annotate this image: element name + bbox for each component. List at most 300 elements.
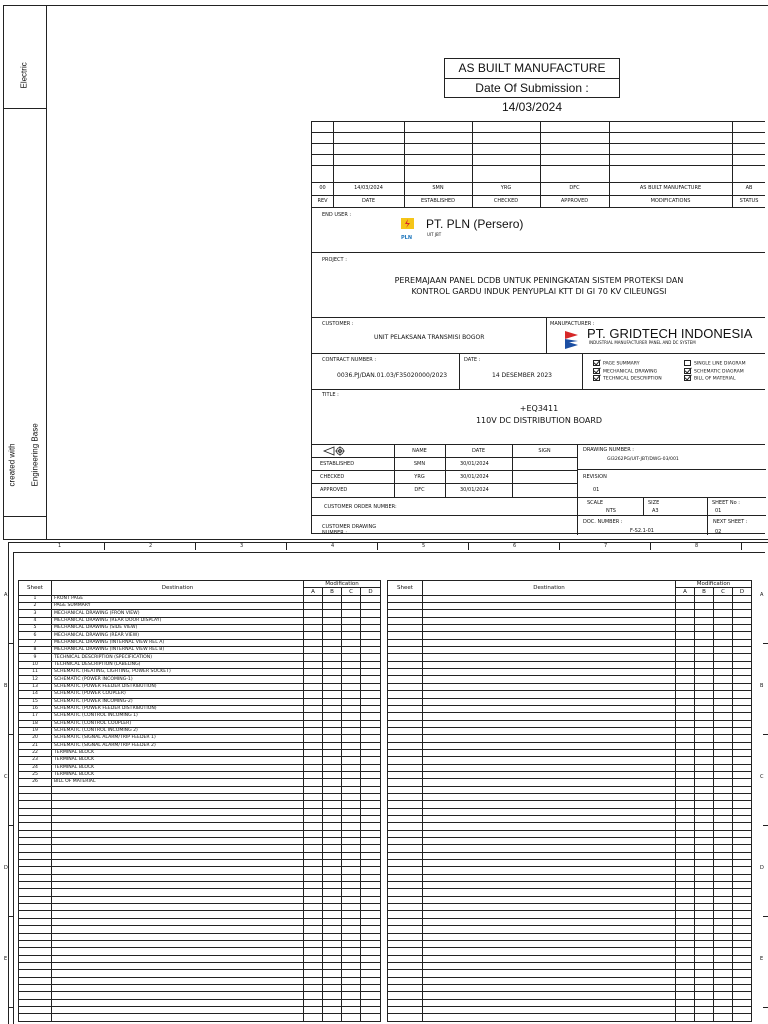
modification-cell xyxy=(304,727,323,734)
modification-cell xyxy=(361,779,381,786)
modification-cell xyxy=(361,632,381,639)
modification-cell xyxy=(676,808,695,815)
table-row xyxy=(19,793,381,800)
destination-cell xyxy=(52,793,304,800)
modification-cell xyxy=(733,896,752,903)
sheet-cell xyxy=(388,639,423,646)
sheet-cell xyxy=(388,955,423,962)
modification-cell xyxy=(695,705,714,712)
date-label: DATE xyxy=(361,198,375,204)
modification-cell xyxy=(695,683,714,690)
destination-cell: MECHANICAL DRAWING (INTERNAL VIEW REL B) xyxy=(52,647,304,654)
sheet-cell xyxy=(388,691,423,698)
sheet-cell xyxy=(19,823,52,830)
table-row xyxy=(19,962,381,969)
row-letter: A xyxy=(760,592,764,598)
modification-cell xyxy=(695,661,714,668)
modification-cell xyxy=(323,808,342,815)
modification-cell xyxy=(304,713,323,720)
doc-checklist-right xyxy=(684,360,746,382)
modification-cell xyxy=(733,610,752,617)
table-row xyxy=(19,933,381,940)
modification-cell xyxy=(304,1006,323,1013)
table-row xyxy=(19,808,381,815)
table-row xyxy=(19,713,381,720)
modification-cell xyxy=(695,911,714,918)
drawing-number-label: DRAWING NUMBER : xyxy=(583,447,634,453)
revision-label: REVISION xyxy=(583,474,607,480)
modification-cell xyxy=(304,603,323,610)
checked-label: CHECKED xyxy=(493,198,519,204)
table-row xyxy=(388,786,752,793)
modification-cell xyxy=(342,808,361,815)
modification-cell xyxy=(361,852,381,859)
doc-number-value: F-S2.1-01 xyxy=(630,528,654,534)
modification-cell xyxy=(323,830,342,837)
table-row xyxy=(19,639,381,646)
modification-cell xyxy=(733,977,752,984)
table-row xyxy=(19,771,381,778)
modification-cell xyxy=(714,771,733,778)
destination-cell xyxy=(423,838,676,845)
modification-cell xyxy=(342,896,361,903)
sheet-cell xyxy=(388,882,423,889)
table-row xyxy=(19,867,381,874)
modification-cell xyxy=(733,933,752,940)
sheet-cell xyxy=(19,896,52,903)
modification-cell xyxy=(342,823,361,830)
modification-cell xyxy=(733,654,752,661)
modification-cell xyxy=(361,603,381,610)
modification-cell xyxy=(361,727,381,734)
modification-cell xyxy=(676,852,695,859)
mod-a-header: A xyxy=(676,588,695,595)
modification-cell xyxy=(323,926,342,933)
table-row xyxy=(388,955,752,962)
modification-cell xyxy=(361,970,381,977)
table-row xyxy=(19,845,381,852)
modification-cell xyxy=(733,992,752,999)
destination-cell xyxy=(52,896,304,903)
table-row xyxy=(388,771,752,778)
destination-cell: BILL OF MATERIAL xyxy=(52,779,304,786)
destination-cell xyxy=(423,918,676,925)
table-row xyxy=(388,705,752,712)
modification-cell xyxy=(304,705,323,712)
sheet-cell xyxy=(388,610,423,617)
table-row xyxy=(388,845,752,852)
modification-cell xyxy=(714,727,733,734)
modification-cell xyxy=(676,793,695,800)
modification-cell xyxy=(304,926,323,933)
destination-cell xyxy=(52,948,304,955)
modification-cell xyxy=(342,669,361,676)
sheet-cell xyxy=(19,977,52,984)
destination-cell: MECHANICAL DRAWING (INTERNAL VIEW REL A) xyxy=(52,639,304,646)
table-row xyxy=(388,867,752,874)
destination-cell xyxy=(423,691,676,698)
modification-cell xyxy=(342,771,361,778)
modification-cell xyxy=(714,970,733,977)
modification-cell xyxy=(695,999,714,1006)
modification-cell xyxy=(323,970,342,977)
table-row xyxy=(388,904,752,911)
modification-cell xyxy=(361,933,381,940)
table-row xyxy=(19,676,381,683)
modification-cell xyxy=(323,845,342,852)
modification-cell xyxy=(695,970,714,977)
table-row xyxy=(19,742,381,749)
modification-cell xyxy=(733,705,752,712)
approval-date: 30/01/2024 xyxy=(460,487,489,493)
modification-cell xyxy=(695,845,714,852)
destination-cell: SCHEMATIC (POWER COUPLER) xyxy=(52,691,304,698)
sheet-cell xyxy=(19,948,52,955)
modification-cell xyxy=(733,786,752,793)
modification-cell xyxy=(342,948,361,955)
destination-cell xyxy=(52,874,304,881)
modification-cell xyxy=(676,669,695,676)
sheet-cell xyxy=(388,698,423,705)
modification-cell xyxy=(714,896,733,903)
destination-cell: SCHEMATIC (POWER INCOMING-1) xyxy=(52,676,304,683)
modification-cell xyxy=(304,595,323,602)
modification-cell xyxy=(323,786,342,793)
modification-cell xyxy=(676,632,695,639)
modification-cell xyxy=(714,654,733,661)
modification-cell xyxy=(342,617,361,624)
mod-b-header: B xyxy=(695,588,714,595)
project-line-1: PEREMAJAAN PANEL DCDB UNTUK PENINGKATAN SISTEM PROTEKSI DAN xyxy=(394,276,684,285)
sheet-label: SHEET No : xyxy=(712,500,740,506)
modification-cell xyxy=(342,625,361,632)
destination-cell xyxy=(423,654,676,661)
modification-cell xyxy=(695,757,714,764)
modification-cell xyxy=(676,639,695,646)
table-row xyxy=(19,705,381,712)
table-row xyxy=(388,970,752,977)
modification-cell xyxy=(342,786,361,793)
modification-cell xyxy=(342,713,361,720)
modification-cell xyxy=(323,911,342,918)
sheet-cell xyxy=(388,904,423,911)
table-row xyxy=(388,926,752,933)
modification-cell xyxy=(733,669,752,676)
table-row xyxy=(19,757,381,764)
sheet-cell xyxy=(388,779,423,786)
modification-cell xyxy=(323,940,342,947)
row-tick xyxy=(763,825,768,826)
modification-cell xyxy=(342,962,361,969)
table-row xyxy=(388,933,752,940)
modification-cell xyxy=(323,749,342,756)
row-tick xyxy=(8,916,13,917)
modification-cell xyxy=(323,962,342,969)
modification-cell xyxy=(733,639,752,646)
modification-cell xyxy=(676,720,695,727)
table-row xyxy=(19,727,381,734)
modification-cell xyxy=(323,676,342,683)
modification-cell xyxy=(361,962,381,969)
table-row xyxy=(19,669,381,676)
modification-cell xyxy=(342,661,361,668)
modification-cell xyxy=(714,830,733,837)
modification-cell xyxy=(304,691,323,698)
sheet-cell xyxy=(388,911,423,918)
modification-cell xyxy=(676,904,695,911)
modification-cell xyxy=(733,595,752,602)
sheet-cell: 4 xyxy=(19,617,52,624)
modification-cell xyxy=(361,610,381,617)
destination-cell xyxy=(423,603,676,610)
modification-cell xyxy=(304,786,323,793)
modification-cell xyxy=(714,852,733,859)
modification-cell xyxy=(361,713,381,720)
table-row xyxy=(388,676,752,683)
sheet-cell: 11 xyxy=(19,669,52,676)
sheet-cell xyxy=(388,1006,423,1013)
modification-cell xyxy=(342,860,361,867)
destination-cell xyxy=(423,889,676,896)
modification-cell xyxy=(361,867,381,874)
table-row xyxy=(388,874,752,881)
sheet-cell xyxy=(19,918,52,925)
destination-cell xyxy=(423,940,676,947)
sheet-cell xyxy=(19,852,52,859)
modification-cell xyxy=(695,639,714,646)
approval-header-sign: SIGN xyxy=(538,448,551,454)
end-user-name: PT. PLN (Persero) xyxy=(426,217,524,231)
modification-cell xyxy=(714,610,733,617)
row-tick xyxy=(8,825,13,826)
modification-cell xyxy=(733,852,752,859)
sheet-cell: 1 xyxy=(19,595,52,602)
sheet-cell xyxy=(19,882,52,889)
sheet-cell: 2 xyxy=(19,603,52,610)
modification-cell xyxy=(342,735,361,742)
destination-cell xyxy=(423,970,676,977)
modification-cell xyxy=(695,962,714,969)
table-row xyxy=(388,889,752,896)
sheet-cell xyxy=(388,757,423,764)
modification-cell xyxy=(676,926,695,933)
table-row xyxy=(388,610,752,617)
modification-cell xyxy=(304,647,323,654)
destination-cell xyxy=(423,977,676,984)
modification-cell xyxy=(676,838,695,845)
next-sheet-value: 02 xyxy=(715,529,722,535)
sheet-cell xyxy=(388,713,423,720)
modification-cell xyxy=(733,683,752,690)
modification-cell xyxy=(342,595,361,602)
rev-established-value: SMN xyxy=(432,185,444,191)
modification-cell xyxy=(304,933,323,940)
table-row xyxy=(19,720,381,727)
modification-cell xyxy=(342,830,361,837)
modification-cell xyxy=(714,617,733,624)
modification-cell xyxy=(304,970,323,977)
modification-cell xyxy=(361,896,381,903)
page-summary-sheet xyxy=(0,542,768,1024)
modification-cell xyxy=(304,742,323,749)
modification-cell xyxy=(323,816,342,823)
table-row xyxy=(388,742,752,749)
modification-cell xyxy=(361,904,381,911)
modification-cell xyxy=(361,793,381,800)
modification-cell xyxy=(676,999,695,1006)
sheet-cell xyxy=(388,647,423,654)
destination-cell xyxy=(423,727,676,734)
modification-cell xyxy=(695,992,714,999)
modification-cell xyxy=(695,617,714,624)
modification-cell xyxy=(342,727,361,734)
modification-cell xyxy=(676,654,695,661)
modification-cell xyxy=(733,735,752,742)
modification-cell xyxy=(361,889,381,896)
modification-cell xyxy=(304,860,323,867)
table-row xyxy=(388,852,752,859)
checkbox-technical-description[interactable] xyxy=(593,375,600,381)
modification-cell xyxy=(304,838,323,845)
modification-cell xyxy=(714,955,733,962)
modification-cell xyxy=(695,889,714,896)
modification-cell xyxy=(676,691,695,698)
modification-cell xyxy=(733,713,752,720)
modification-cell xyxy=(733,955,752,962)
sheet-cell xyxy=(388,816,423,823)
destination-cell xyxy=(52,816,304,823)
modification-cell xyxy=(733,911,752,918)
rev-value: 00 xyxy=(319,185,326,191)
sheet-cell xyxy=(388,962,423,969)
table-row xyxy=(19,955,381,962)
modification-cell xyxy=(695,933,714,940)
destination-cell xyxy=(423,867,676,874)
table-row xyxy=(388,617,752,624)
table-row xyxy=(19,661,381,668)
modification-cell xyxy=(733,771,752,778)
modification-cell xyxy=(733,720,752,727)
sheet-cell xyxy=(19,838,52,845)
modification-cell xyxy=(323,683,342,690)
modification-cell xyxy=(733,727,752,734)
modification-cell xyxy=(323,647,342,654)
destination-cell xyxy=(52,918,304,925)
table-row xyxy=(19,999,381,1006)
row-tick xyxy=(763,643,768,644)
modification-cell xyxy=(695,698,714,705)
modification-cell xyxy=(714,904,733,911)
destination-cell: MECHANICAL DRAWING (REAR DOOR DISPLAY) xyxy=(52,617,304,624)
modification-cell xyxy=(733,749,752,756)
modification-cell xyxy=(733,984,752,991)
table-row xyxy=(19,918,381,925)
sheet-cell xyxy=(19,1006,52,1013)
modification-cell xyxy=(733,926,752,933)
modification-cell xyxy=(323,735,342,742)
modification-cell xyxy=(733,860,752,867)
modification-cell xyxy=(304,610,323,617)
modification-cell xyxy=(714,595,733,602)
modification-cell xyxy=(714,808,733,815)
modification-cell xyxy=(714,940,733,947)
modification-cell xyxy=(714,984,733,991)
sheet-cell xyxy=(388,793,423,800)
sheet-cell xyxy=(19,933,52,940)
modification-cell xyxy=(323,918,342,925)
sheet-cell: 22 xyxy=(19,749,52,756)
side-label-engineering-base: Engineering Base xyxy=(30,423,40,487)
rev-status-value: AB xyxy=(745,185,753,191)
sheet-cell xyxy=(388,595,423,602)
modification-cell xyxy=(733,918,752,925)
destination-cell xyxy=(423,639,676,646)
sheet-cell xyxy=(388,1014,423,1021)
table-row xyxy=(19,749,381,756)
modification-cell xyxy=(733,962,752,969)
row-tick xyxy=(763,1007,768,1008)
modification-cell xyxy=(323,610,342,617)
destination-cell xyxy=(423,948,676,955)
modification-cell xyxy=(361,992,381,999)
checkbox-bill-of-material[interactable] xyxy=(684,375,691,381)
table-row xyxy=(388,896,752,903)
sheet-cell xyxy=(19,926,52,933)
modification-cell xyxy=(323,823,342,830)
mod-d-header: D xyxy=(733,588,752,595)
destination-cell xyxy=(52,926,304,933)
sheet-cell: 23 xyxy=(19,757,52,764)
sheet-cell: 10 xyxy=(19,661,52,668)
table-row xyxy=(388,764,752,771)
table-row xyxy=(388,749,752,756)
modification-cell xyxy=(695,940,714,947)
modification-cell xyxy=(323,955,342,962)
modification-cell xyxy=(342,918,361,925)
modification-cell xyxy=(323,603,342,610)
destination-cell: MECHANICAL DRAWING (REAR VIEW) xyxy=(52,632,304,639)
modification-cell xyxy=(714,845,733,852)
destination-cell xyxy=(423,816,676,823)
column-number: 1 xyxy=(58,543,62,549)
destination-cell xyxy=(423,713,676,720)
destination-cell xyxy=(423,992,676,999)
table-row xyxy=(19,911,381,918)
modification-cell xyxy=(323,874,342,881)
modification-cell xyxy=(361,698,381,705)
table-row xyxy=(19,896,381,903)
modification-cell xyxy=(695,838,714,845)
destination-cell: TERMINAL BLOCK xyxy=(52,757,304,764)
sheet-cell xyxy=(19,786,52,793)
modification-cell xyxy=(714,742,733,749)
table-row xyxy=(19,940,381,947)
modification-cell xyxy=(323,661,342,668)
modification-cell xyxy=(304,977,323,984)
table-row xyxy=(19,801,381,808)
sheet-cell xyxy=(388,867,423,874)
row-letter: C xyxy=(4,774,8,780)
modification-cell xyxy=(323,867,342,874)
modification-cell xyxy=(714,713,733,720)
as-built-header xyxy=(444,58,620,114)
schematic-diagram-check-label: SCHEMATIC DIAGRAM xyxy=(694,369,744,375)
table-row xyxy=(19,764,381,771)
destination-cell xyxy=(423,595,676,602)
sheet-cell xyxy=(388,970,423,977)
modification-cell xyxy=(323,698,342,705)
modification-cell xyxy=(733,808,752,815)
